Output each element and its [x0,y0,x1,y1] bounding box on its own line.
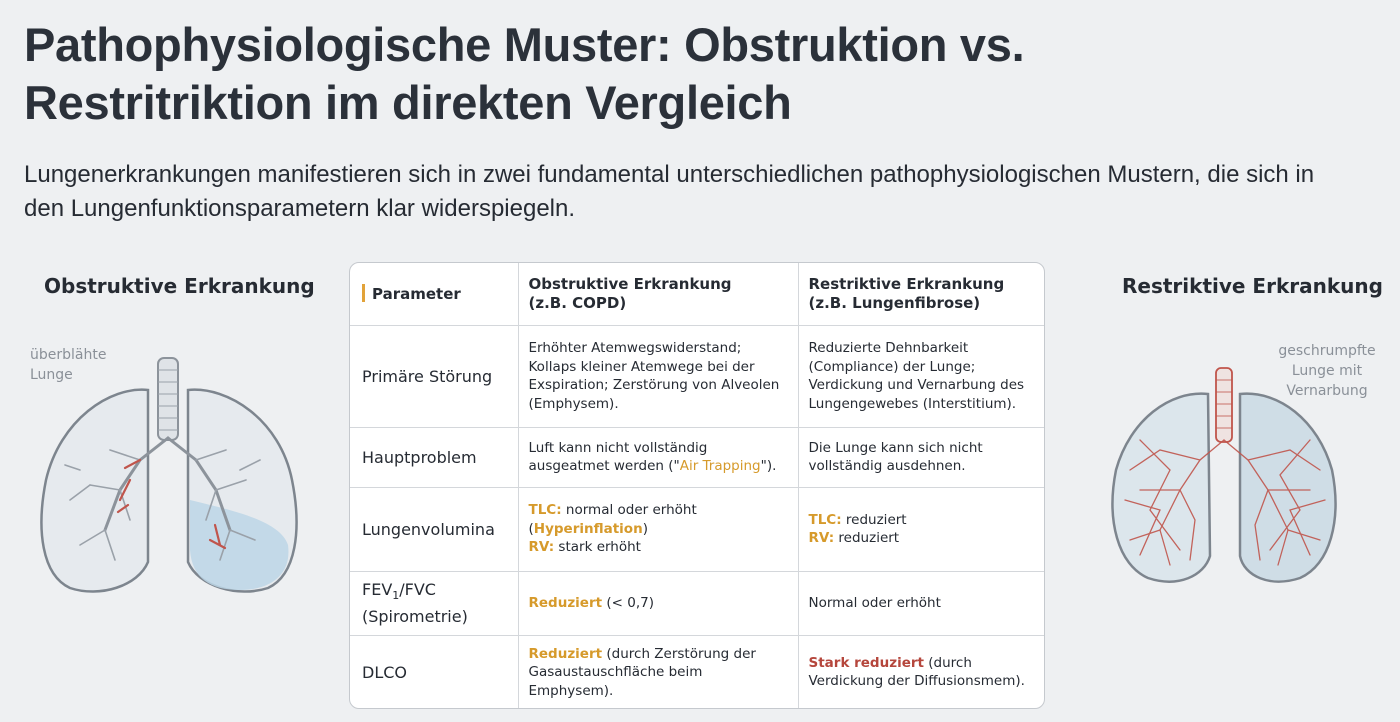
fev-obs-key: Reduziert [528,594,603,611]
header-restrictive [798,263,1044,325]
cell-main-problem-obstructive [518,427,798,487]
cell-primary-restrictive: Reduzierte Dehnbarkeit (Compliance) der Lunge; Verdickung und Vernarbung des Lungengewebes (Interstitium). [798,325,1044,427]
right-lung-annotation: geschrumpfte Lunge mit Vernarbung [1278,343,1376,399]
row-label-volumes: Lungenvolumina [350,487,518,571]
dlco-res-key: Stark reduziert [808,654,924,671]
table-header-row [350,263,1044,325]
header-obstructive [518,263,798,325]
cell-volumes-obstructive [518,487,798,571]
dlco-obs-key: Reduziert [528,645,603,662]
cell-main-problem-restrictive: Die Lunge kann sich nicht vollständig ausdehnen. [798,427,1044,487]
header-parameter-label: Parameter [372,284,461,303]
obs-rv-key: RV: [528,539,555,556]
cell-volumes-restrictive [798,487,1044,571]
main-problem-obs-end: "). [760,458,777,474]
table-row [350,487,1044,571]
header-obstructive-line1: Obstruktive Erkrankung [528,274,732,293]
fev-obs-value: (< 0,7) [602,594,654,611]
table-row [350,571,1044,635]
fev-label: FEV [362,579,393,599]
fev-label-rest: /FVC [399,579,436,599]
air-trapping-highlight: Air Trapping [679,458,761,474]
row-label-dlco: DLCO [350,635,518,709]
cell-fev-restrictive: Normal oder erhöht [798,571,1044,635]
obstructive-lung-illustration [30,350,310,600]
table-row [350,325,1044,427]
accent-bar [362,284,365,302]
page-title: Pathophysiologische Muster: Obstruktion vs. Restritriktion im direkten Vergleich [24,18,1025,129]
left-lung-annotation: überblähte Lunge [30,347,107,383]
page-subtitle: Lungenerkrankungen manifestieren sich in zwei fundamental unterschiedlichen pathophysiologischen Mustern, die sich in den Lungenfunktionsparametern klar widerspiegeln. [24,161,1315,222]
fev-label-line2: (Spirometrie) [362,607,468,627]
dlco-obs-value: (durch Zerstörung der Gasaustauschfläche beim Emphysem). [528,645,756,699]
table-row [350,635,1044,709]
obs-rv-value: stark erhöht [554,539,641,556]
obs-tlc-value: normal oder erhöht ( [528,502,697,537]
hyperinflation-highlight: Hyperinflation [533,520,643,537]
header-obstructive-line2: (z.B. COPD) [528,293,627,312]
comparison-table [349,262,1045,709]
row-label-primary: Primäre Störung [350,325,518,427]
trachea [1216,368,1232,442]
res-tlc-value: reduziert [841,511,907,528]
fev-subscript: 1 [392,589,400,603]
right-panel-heading: Restriktive Erkrankung [1122,274,1383,298]
main-problem-obs-text: Luft kann nicht vollständig ausgeatmet werden (" [528,439,708,474]
res-rv-key: RV: [808,530,835,546]
header-parameter [350,263,518,325]
dlco-res-value: (durch Verdickung der Diffusionsmem). [808,654,1025,690]
header-restrictive-line1: Restriktive Erkrankung [808,274,1005,293]
res-rv-value: reduziert [834,530,900,546]
cell-dlco-restrictive [798,635,1044,709]
table-row [350,427,1044,487]
left-panel-heading: Obstruktive Erkrankung [44,274,315,298]
cell-fev-obstructive [518,571,798,635]
obs-hyper-close: ) [642,520,648,537]
cell-primary-obstructive: Erhöhter Atemwegswiderstand; Kollaps kleiner Atemwege bei der Exspiration; Zerstörung von Alveolen (Emphysem). [518,325,798,427]
row-label-main-problem: Hauptproblem [350,427,518,487]
header-restrictive-line2: (z.B. Lungenfibrose) [808,293,981,312]
res-tlc-key: TLC: [808,511,842,528]
row-label-fev [350,571,518,635]
obs-tlc-key: TLC: [528,502,562,519]
cell-dlco-obstructive [518,635,798,709]
left-lobe [41,390,148,592]
